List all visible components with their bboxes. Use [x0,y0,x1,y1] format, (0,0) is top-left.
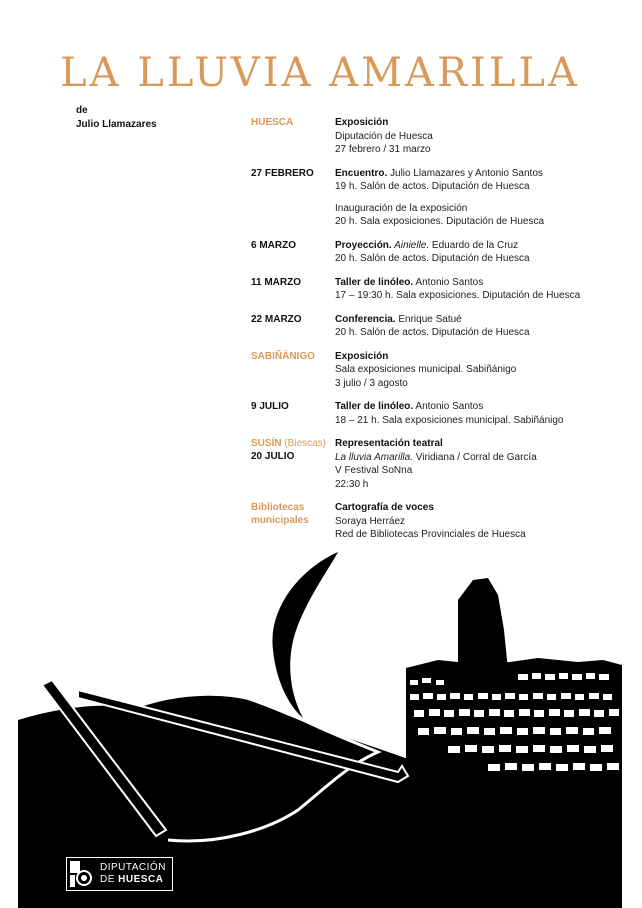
entry-line: Soraya Herráez [335,515,406,527]
row-label: 22 MARZO [251,313,302,325]
row-details [335,313,530,340]
entry-head: Cartografía de voces [335,502,434,513]
entry-line: 19 h. Salón de actos. Diputación de Huesca [335,181,530,192]
program-row [251,276,611,303]
linocut-illustration [18,540,622,908]
diputacion-huesca-logo-icon [70,861,94,887]
row-details [335,276,580,303]
program-row [251,350,611,391]
row-label: 9 JULIO [251,401,289,412]
program-row [251,437,611,491]
entry-head: Taller de linóleo. [335,276,414,288]
row-label-date: 20 JULIO [251,451,295,462]
entry-line: 20 h. Salón de actos. Diputación de Huesca [335,327,530,338]
crescent-moon [272,552,338,718]
entry-line: 3 julio / 3 agosto [335,377,408,389]
entry-head-rest: Julio Llamazares y Antonio Santos [387,167,543,179]
author-block [76,104,157,132]
entry-head-rest: Enrique Satué [395,313,462,325]
entry-line: Red de Bibliotecas Provinciales de Huesca [335,529,526,540]
entry-line: 17 – 19:30 h. Sala exposiciones. Diputación de Huesca [335,290,581,301]
program-row [251,501,611,542]
entry-line: 20 h. Salón de actos. Diputación de Huesca [335,253,530,264]
row-details [335,400,564,427]
entry-italic-rest: Viridiana / Corral de García [413,451,537,463]
entry-line: 27 febrero / 31 marzo [335,144,431,155]
program-list [251,116,611,552]
diputacion-logo [66,857,173,891]
entry-line: V Festival SoNna [335,465,413,476]
entry-italic-line: La lluvia Amarilla. [335,451,413,463]
entry-head-rest: Eduardo de la Cruz [429,239,519,251]
program-row [251,313,611,340]
row-details [335,167,544,229]
row-details [335,501,526,542]
row-label: 6 MARZO [251,239,296,251]
program-row [251,239,611,266]
row-label: HUESCA [251,117,294,128]
row-details [335,239,530,266]
entry-head-italic: Ainielle. [391,239,430,251]
logo-text [100,862,166,886]
entry-head: Proyección. [335,239,392,251]
entry-head: Encuentro. [335,167,388,179]
poster [18,0,622,908]
logo-line-1: DIPUTACIÓN [100,862,166,873]
entry-head: Representación teatral [335,438,443,449]
entry-head-rest: Antonio Santos [413,401,484,412]
entry-head: Taller de linóleo. [335,401,414,412]
entry-head-rest: Antonio Santos [413,276,484,288]
row-details [335,350,516,391]
program-row [251,400,611,427]
row-label: 27 FEBRERO [251,167,314,179]
row-label: SABIÑÁNIGO [251,350,315,362]
entry-head: Conferencia. [335,313,396,325]
entry-line: Inauguración de la exposición [335,202,468,214]
row-label: Bibliotecas municipales [251,502,309,526]
entry-head: Exposición [335,350,389,362]
entry-line: 22:30 h [335,478,369,490]
program-row [251,116,611,157]
row-details [335,437,537,491]
row-label-sub: (Biescas) [281,438,327,449]
row-label [251,437,335,491]
program-row [251,167,611,229]
author-prefix: de [76,105,88,116]
entry-line: 20 h. Sala exposiciones. Diputación de Huesca [335,216,545,227]
row-details [335,116,433,157]
logo-line-2-prefix: DE [100,874,119,885]
row-label: 11 MARZO [251,276,302,288]
entry-line: Diputación de Huesca [335,130,433,142]
logo-line-2-bold: HUESCA [118,874,164,885]
entry-line: 18 – 21 h. Sala exposiciones municipal. Sabiñánigo [335,414,564,426]
row-label-place: SUSÍN [251,438,282,449]
poster-title: LA LLUVIA AMARILLA [60,50,580,96]
entry-head: Exposición [335,117,389,128]
entry-line: Sala exposiciones municipal. Sabiñánigo [335,364,517,375]
author-name: Julio Llamazares [76,119,157,130]
